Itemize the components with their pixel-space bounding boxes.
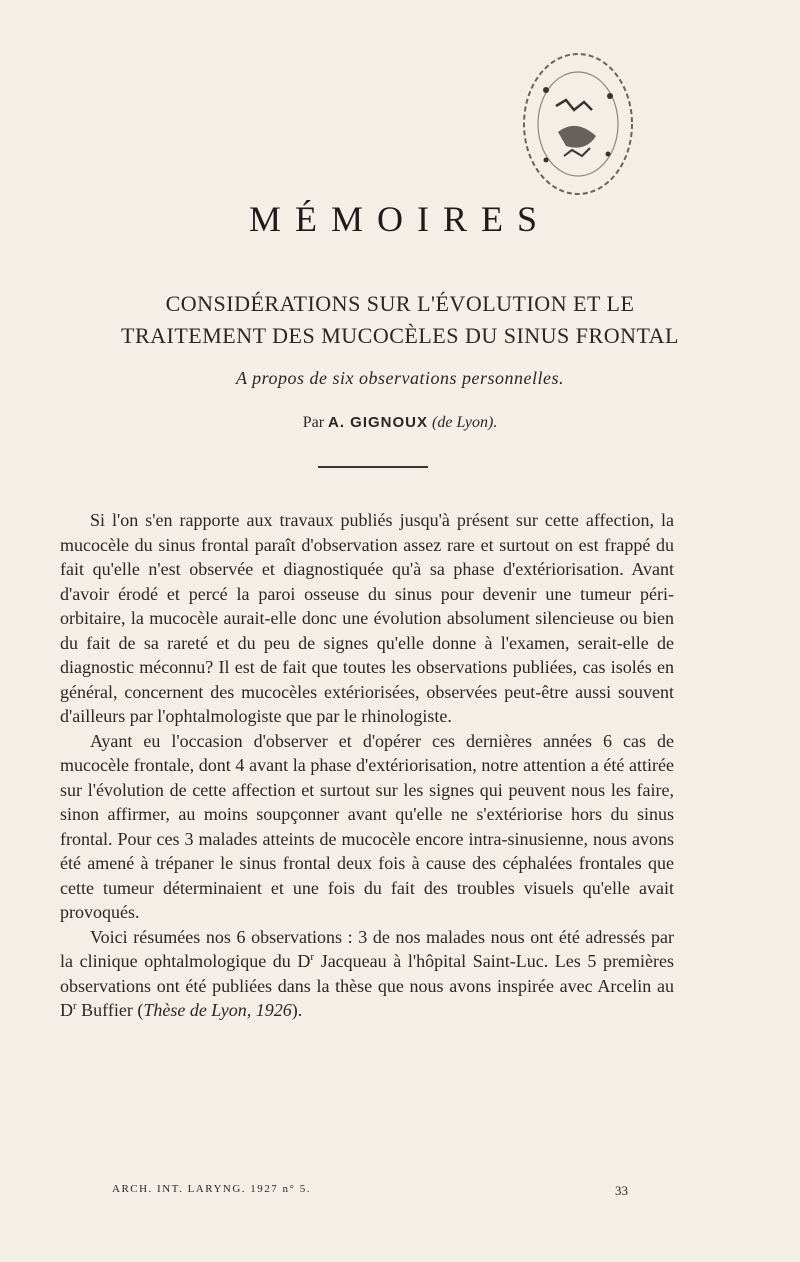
byline: [0, 414, 800, 432]
paragraph-2: Ayant eu l'occasion d'observer et d'opérer ces dernières années 6 cas de mucocèle frontale, dont 4 avant la phase d'extériorisation, notre attention a été attirée sur l'évolution de cette affection et surtout sur les signes qui peuvent nous les faire, sinon affirmer, au moins soupçonner avant qu'elle ne s'extériorise hors du sinus frontal. Pour ces 3 malades atteints de mucocèle encore intra-sinusienne, nous avons été amené à trépaner le sinus frontal deux fois à cause des céphalées frontales que cette tumeur déterminaient et une fois du fait des troubles visuels qu'elle avait provoqués.: [60, 730, 674, 922]
journal-reference: ARCH. INT. LARYNG. 1927 n° 5.: [112, 1183, 311, 1195]
article-subtitle: A propos de six observations personnelles.: [236, 368, 564, 388]
article-title: [60, 288, 740, 352]
separator-rule: [318, 466, 428, 468]
article-title-line-2: TRAITEMENT DES MUCOCÈLES DU SINUS FRONTAL: [121, 323, 679, 348]
article-title-line-1: CONSIDÉRATIONS SUR L'ÉVOLUTION ET LE: [165, 291, 635, 316]
paragraph-3-text-b: Jacqueau à l'hôpital Saint-Luc. Les 5 premières observations ont été publiées dans la thèse que nous avons inspirée avec Arcelin au D: [60, 951, 674, 1020]
paragraph-1: Si l'on s'en rapporte aux travaux publiés jusqu'à présent sur cette affection, la mucocèle du sinus frontal paraît d'observation assez rare et surtout on est frappé du fait qu'elle n'est observée et diagnostiquée qu'à sa phase d'extériorisation. Avant d'avoir érodé et percé la paroi osseuse du sinus pour devenir une tumeur péri-orbitaire, la mucocèle aurait-elle donc une évolution absolument silencieuse ou bien du fait de sa rareté et du peu de signes qu'elle donne à l'examen, serait-elle de diagnostic méconnu? Il est de fait que toutes les observations publiées, cas isolés en général, concernent des mucocèles extériorisées, observées peut-être aussi souvent d'ailleurs par l'ophtalmologiste que par le rhinologiste.: [60, 510, 674, 726]
library-stamp-seal: [512, 36, 640, 206]
paragraph-3-text-c: Buffier (: [76, 1000, 144, 1020]
page-footer: [112, 1183, 628, 1198]
section-heading: MÉMOIRES: [248, 199, 552, 239]
paragraph-3-text-d: ).: [291, 1000, 303, 1020]
doctor-abbrev-sup: r: [310, 951, 315, 963]
author-name: A. GIGNOUX: [328, 414, 429, 431]
article-body: [60, 508, 674, 1023]
thesis-citation: Thèse de Lyon, 1926: [143, 1000, 292, 1020]
library-stamp: [512, 36, 640, 206]
doctor-abbrev-sup: r: [73, 1000, 77, 1012]
paragraph-3-text-a: Voici résumées nos 6 observations : 3 de nos malades nous ont été adressés par la clinique ophtalmologique du D: [60, 926, 674, 971]
author-place: (de Lyon).: [432, 414, 498, 431]
byline-prefix: Par: [302, 414, 325, 431]
page-number: 33: [615, 1183, 628, 1198]
paragraph-3: [60, 925, 674, 1023]
